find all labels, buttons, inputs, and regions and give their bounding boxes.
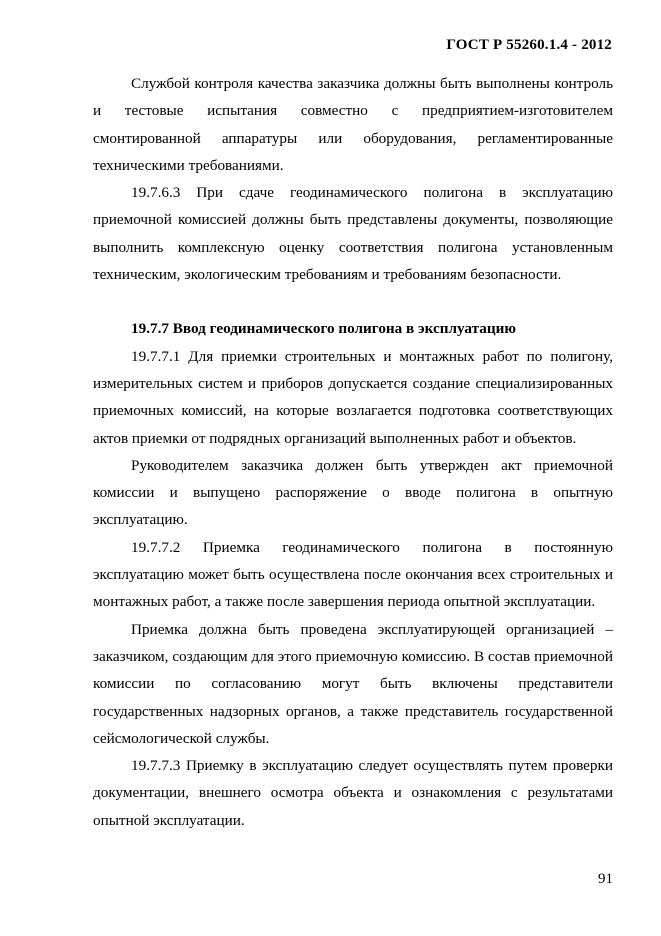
paragraph-acceptance-act: Руководителем заказчика должен быть утвержден акт приемочной комиссии и выпущено распоряжение о вводе полигона в опытную эксплуатацию. xyxy=(93,456,613,529)
paragraph-quality-control: Службой контроля качества заказчика должны быть выполнены контроль и тестовые испытания совместно с предприятием-изготовителем смонтированной аппаратуры или оборудования, регламентированные техническими требованиями. xyxy=(93,75,613,174)
paragraph-19-7-7-1: 19.7.7.1 Для приемки строительных и монтажных работ по полигону, измерительных систем и приборов допускается создание специализированных приемочных комиссий, на которые возлагается подготовка соответствующих актов приемки от подрядных организаций выполненных работ и объектов. xyxy=(93,347,613,447)
document-body xyxy=(93,70,613,834)
paragraph-acceptance-commission: Приемка должна быть проведена эксплуатирующей организацией – заказчиком, создающим для этого приемочную комиссию. В состав приемочной комиссии по согласованию могут быть включены представители государственных надзорных органов, а также представитель государственной сейсмологической службы. xyxy=(93,620,613,747)
page-number: 91 xyxy=(598,871,613,887)
paragraph-19-7-6-3: 19.7.6.3 При сдаче геодинамического полигона в эксплуатацию приемочной комиссией должны быть представлены документы, позволяющие выполнить комплексную оценку соответствия полигона установленным техническим, экологическим требованиям и требованиям безопасности. xyxy=(93,184,613,284)
paragraph-19-7-7-2: 19.7.7.2 Приемка геодинамического полигона в постоянную эксплуатацию может быть осуществлена после окончания всех строительных и монтажных работ, а также после завершения периода опытной эксплуатации. xyxy=(93,538,613,611)
section-heading-19-7-7: 19.7.7 Ввод геодинамического полигона в эксплуатацию xyxy=(131,320,516,338)
document-code-header: ГОСТ Р 55260.1.4 - 2012 xyxy=(446,37,612,53)
paragraph-19-7-7-3: 19.7.7.3 Приемку в эксплуатацию следует осуществлять путем проверки документации, внешнего осмотра объекта и ознакомления с результатами опытной эксплуатации. xyxy=(93,757,613,829)
